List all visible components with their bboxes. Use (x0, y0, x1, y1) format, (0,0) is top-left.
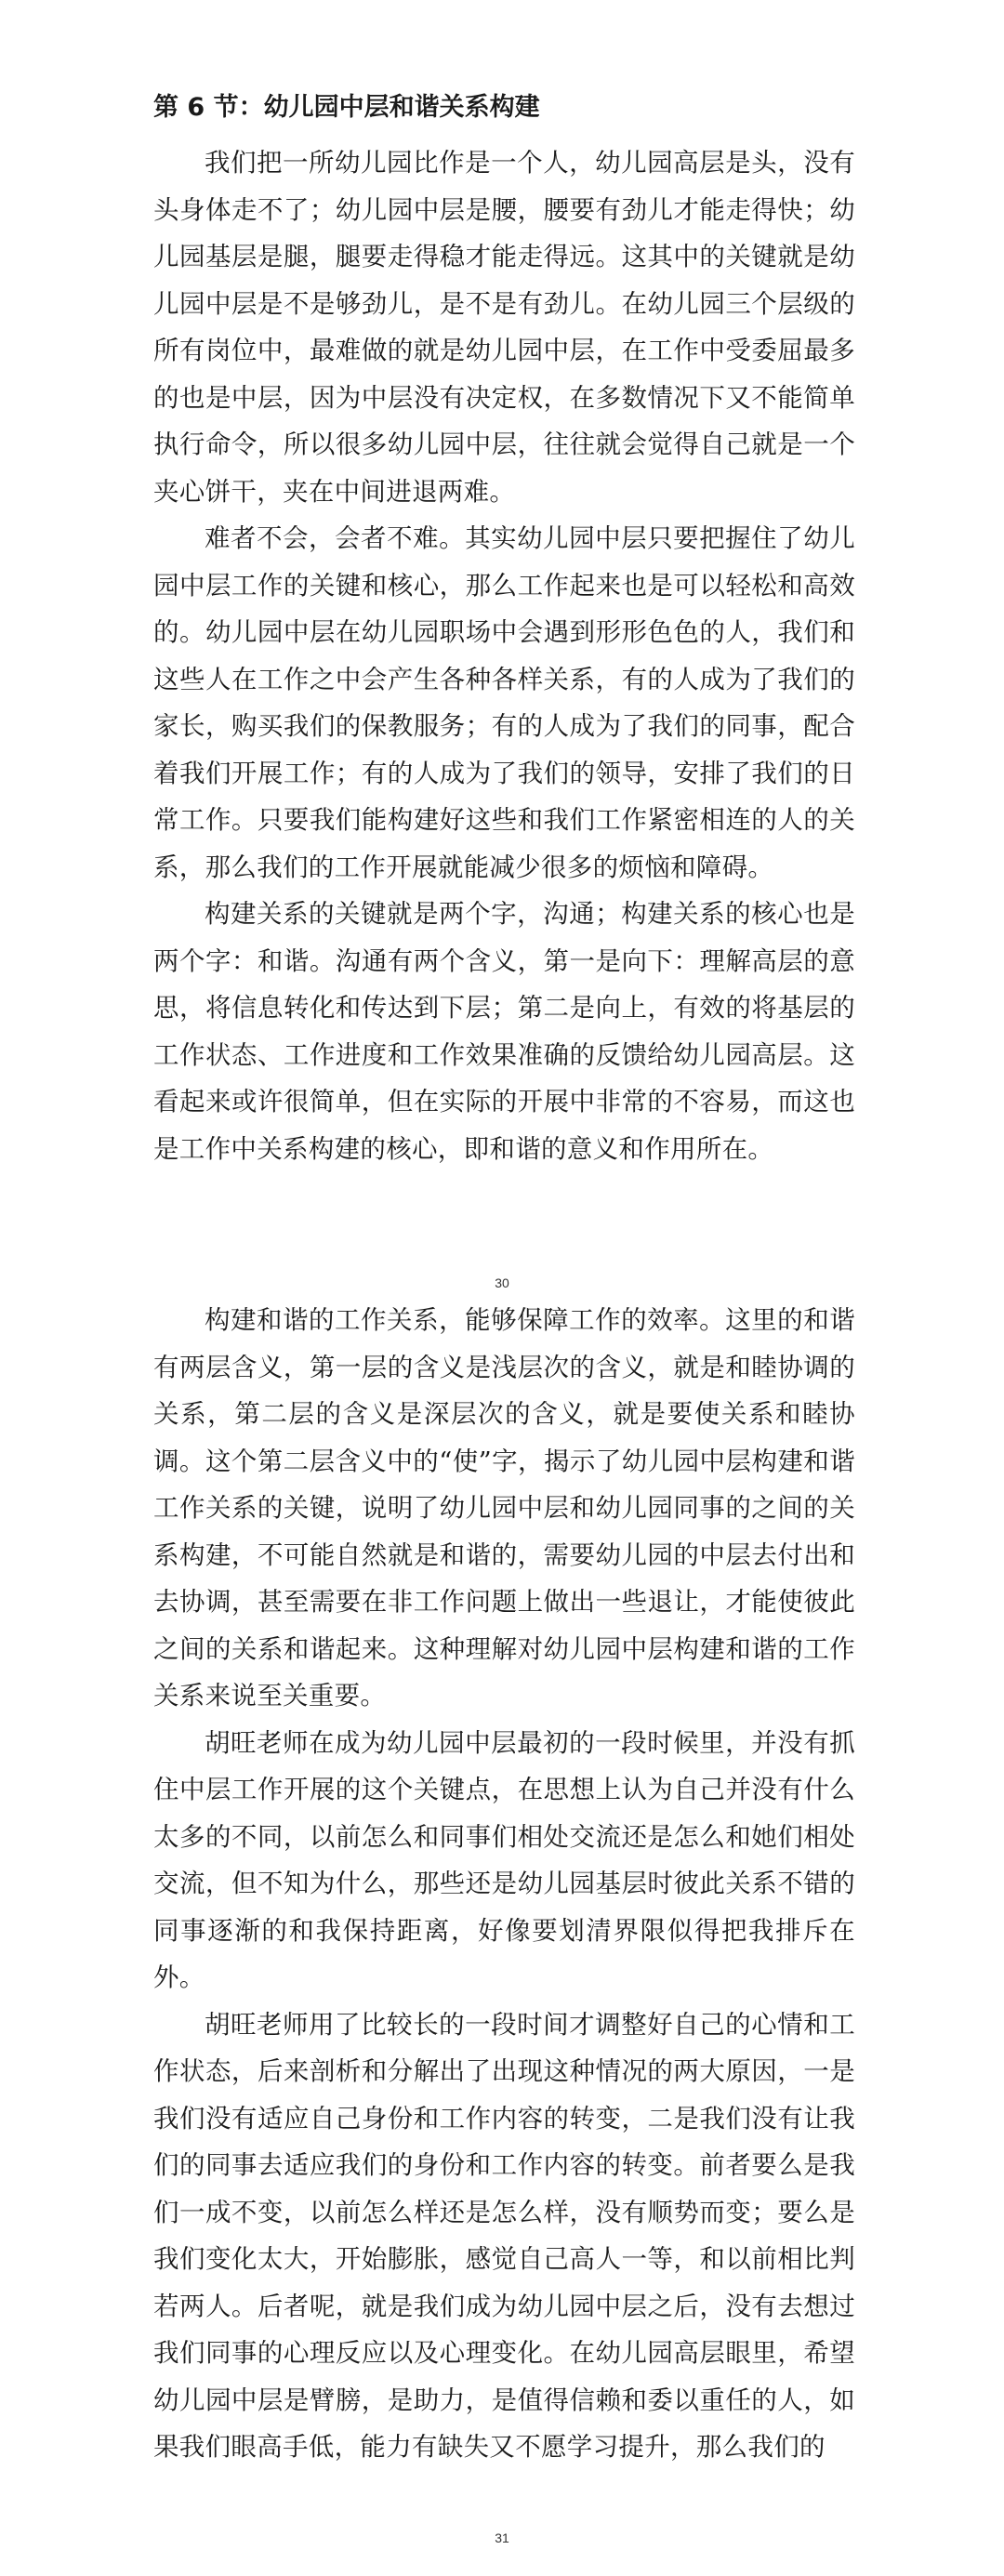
paragraph: 构建关系的关键就是两个字，沟通；构建关系的核心也是两个字：和谐。沟通有两个含义，第一是向下：理解高层的意思，将信息转化和传达到下层；第二是向上，有效的将基层的工作状态、工作进度和工作效果准确的反馈给幼儿园高层。这看起来或许很简单，但在实际的开展中非常的不容易，而这也是工作中关系构建的核心，即和谐的意义和作用所在。 (153, 899, 855, 1164)
paragraph: 胡旺老师在成为幼儿园中层最初的一段时候里，并没有抓住中层工作开展的这个关键点，在思想上认为自己并没有什么太多的不同，以前怎么和同事们相处交流还是怎么和她们相处交流，但不知为什么，那些还是幼儿园基层时彼此关系不错的同事逐渐的和我保持距离，好像要划清界限似得把我排斥在外。 (153, 1727, 855, 1992)
section-heading: 第 6 节：幼儿园中层和谐关系构建 (153, 93, 540, 122)
paragraph: 构建和谐的工作关系，能够保障工作的效率。这里的和谐有两层含义，第一层的含义是浅层次的含义，就是和睦协调的关系，第二层的含义是深层次的含义，就是要使关系和睦协调。这个第二层含义中的“使”字，揭示了幼儿园中层构建和谐工作关系的关键，说明了幼儿园中层和幼儿园同事的之间的关系构建，不可能自然就是和谐的，需要幼儿园的中层去付出和去协调，甚至需要在非工作问题上做出一些退让，才能使彼此之间的关系和谐起来。这种理解对幼儿园中层构建和谐的工作关系来说至关重要。 (153, 1305, 855, 1711)
page-number: 31 (495, 2530, 509, 2545)
document-page-31 (0, 1297, 1004, 2576)
paragraph: 我们把一所幼儿园比作是一个人，幼儿园高层是头，没有头身体走不了；幼儿园中层是腰，腰要有劲儿才能走得快；幼儿园基层是腿，腿要走得稳才能走得远。这其中的关键就是幼儿园中层是不是够劲儿，是不是有劲儿。在幼儿园三个层级的所有岗位中，最难做的就是幼儿园中层，在工作中受委屈最多的也是中层，因为中层没有决定权，在多数情况下又不能简单执行命令，所以很多幼儿园中层，往往就会觉得自己就是一个夹心饼干，夹在中间进退两难。 (153, 148, 855, 507)
page-number: 30 (495, 1275, 509, 1290)
paragraph: 难者不会，会者不难。其实幼儿园中层只要把握住了幼儿园中层工作的关键和核心，那么工作起来也是可以轻松和高效的。幼儿园中层在幼儿园职场中会遇到形形色色的人，我们和这些人在工作之中会产生各种各样关系，有的人成为了我们的家长，购买我们的保教服务；有的人成为了我们的同事，配合着我们开展工作；有的人成为了我们的领导，安排了我们的日常工作。只要我们能构建好这些和我们工作紧密相连的人的关系，那么我们的工作开展就能减少很多的烦恼和障碍。 (153, 523, 855, 882)
paragraph: 胡旺老师用了比较长的一段时间才调整好自己的心情和工作状态，后来剖析和分解出了出现这种情况的两大原因，一是我们没有适应自己身份和工作内容的转变，二是我们没有让我们的同事去适应我们的身份和工作内容的转变。前者要么是我们一成不变，以前怎么样还是怎么样，没有顺势而变；要么是我们变化太大，开始膨胀，感觉自己高人一等，和以前相比判若两人。后者呢，就是我们成为幼儿园中层之后，没有去想过我们同事的心理反应以及心理变化。在幼儿园高层眼里，希望幼儿园中层是臂膀，是助力，是值得信赖和委以重任的人，如果我们眼高手低，能力有缺失又不愿学习提升，那么我们的 (153, 2009, 855, 2462)
